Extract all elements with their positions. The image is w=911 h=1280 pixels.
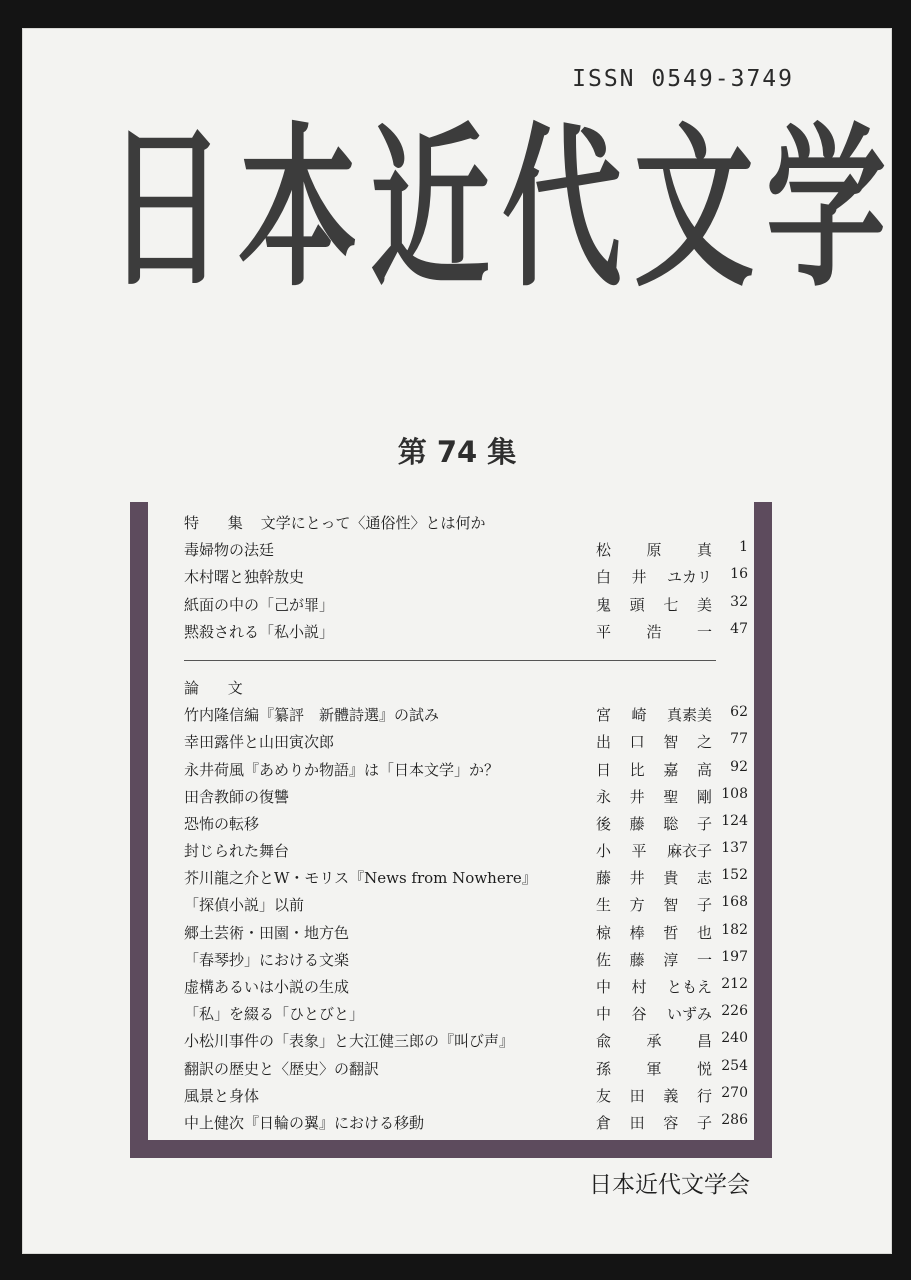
entry-author: 日 比 嘉 高 [596,760,712,779]
entry-title: 紙面の中の「己が罪」 [184,595,335,614]
entry-title: 小松川事件の「表象」と大江健三郎の『叫び声』 [184,1032,515,1051]
toc-entry [184,949,748,976]
entry-author: 後 藤 聡 子 [596,814,712,833]
papers-heading [184,677,748,704]
publisher-name: 日本近代文学会 [589,1172,750,1198]
toc-entry [184,566,748,593]
entry-title: 幸田露伴と山田寅次郎 [184,733,335,752]
volume-number: 第 74 集 [397,435,517,469]
entry-author: 生 方 智 子 [596,896,712,915]
contents-panel [148,502,754,1140]
entry-author: 中 谷 いずみ [596,1005,712,1024]
entry-title: 恐怖の転移 [184,814,260,833]
toc-entry [184,1112,748,1139]
entry-title: 木村曙と独幹敖史 [184,568,305,587]
section-divider [184,660,716,661]
toc-entry [184,731,748,758]
entry-page: 47 [730,620,748,637]
entry-author: 永 井 聖 剛 [596,787,712,806]
entry-title: 芥川龍之介とW・モリス『News from Nowhere』 [184,869,537,888]
toc-entry [184,594,748,621]
journal-cover [22,28,898,1254]
entry-author: 平 浩 一 [596,622,712,641]
entry-page: 212 [721,976,748,992]
entry-page: 108 [721,785,748,802]
entry-page: 32 [730,593,748,610]
entry-title: 竹内隆信編『纂評 新體詩選』の試み [184,706,440,725]
entry-author: 白 井 ユカリ [596,568,712,587]
special-feature-theme: 文学にとって〈通俗性〉とは何か [260,514,486,532]
entry-page: 254 [721,1057,748,1074]
entry-title: 「探偵小説」以前 [184,896,305,915]
entry-page: 137 [721,840,748,857]
entry-page: 270 [721,1084,748,1101]
entry-page: 197 [721,948,748,965]
entry-page: 77 [730,731,748,748]
entry-page: 286 [721,1111,748,1128]
toc-entry [184,867,748,894]
toc-entry [184,1085,748,1112]
entry-author: 椋 棒 哲 也 [596,923,712,942]
toc-entry [184,621,748,648]
toc-entry [184,759,748,786]
papers-label: 論 文 [184,678,255,697]
toc-entry [184,704,748,731]
entry-author: 松 原 真 [596,541,712,560]
entry-title: 「私」を綴る「ひとびと」 [184,1005,365,1024]
entry-title: 中上健次『日輪の翼』における移動 [184,1113,425,1132]
entry-title: 「春琴抄」における文楽 [184,950,350,969]
entry-author: 鬼 頭 七 美 [596,595,712,614]
table-of-contents [184,512,748,1139]
entry-page: 124 [721,812,748,829]
toc-entry [184,894,748,921]
special-feature-label: 特 集 [184,514,255,532]
toc-entry [184,1003,748,1030]
entry-author: 倉 田 容 子 [596,1113,712,1132]
entry-page: 226 [721,1003,748,1020]
entry-page: 16 [730,566,748,583]
toc-entry [184,922,748,949]
special-feature-heading [184,512,748,539]
entry-page: 152 [721,867,748,884]
journal-title: 日本近代文学 [106,109,898,312]
entry-page: 92 [730,758,748,775]
toc-entry [184,840,748,867]
papers-list [184,704,748,1139]
entry-title: 郷土芸術・田園・地方色 [184,923,350,942]
entry-page: 1 [739,539,748,556]
entry-author: 出 口 智 之 [596,733,712,752]
toc-entry [184,976,748,1003]
entry-title: 封じられた舞台 [184,842,290,861]
contents-frame [130,502,772,1158]
entry-author: 小 平 麻衣子 [596,842,712,861]
entry-page: 240 [721,1030,748,1047]
entry-author: 佐 藤 淳 一 [596,950,712,969]
entry-page: 168 [721,894,748,911]
entry-title: 永井荷風『あめりか物語』は「日本文学」か？ [184,760,500,779]
special-feature-list [184,539,748,648]
entry-title: 田舎教師の復讐 [184,787,290,806]
toc-entry [184,786,748,813]
toc-entry [184,1058,748,1085]
entry-author: 中 村 ともえ [596,978,712,996]
entry-author: 藤 井 貴 志 [596,869,712,888]
entry-title: 黙殺される「私小説」 [184,622,335,641]
entry-title: 虚構あるいは小説の生成 [184,978,350,996]
entry-title: 風景と身体 [184,1086,260,1105]
entry-author: 友 田 義 行 [596,1086,712,1105]
entry-page: 62 [730,704,748,721]
issn-label: ISSN 0549-3749 [572,66,794,92]
entry-page: 182 [721,921,748,938]
entry-author: 孫 軍 悦 [596,1059,712,1078]
toc-entry [184,1030,748,1057]
entry-author: 宮 崎 真素美 [596,706,712,725]
entry-title: 毒婦物の法廷 [184,541,275,560]
entry-title: 翻訳の歴史と〈歴史〉の翻訳 [184,1059,380,1078]
toc-entry [184,539,748,566]
entry-author: 兪 承 昌 [596,1032,712,1051]
toc-entry [184,813,748,840]
